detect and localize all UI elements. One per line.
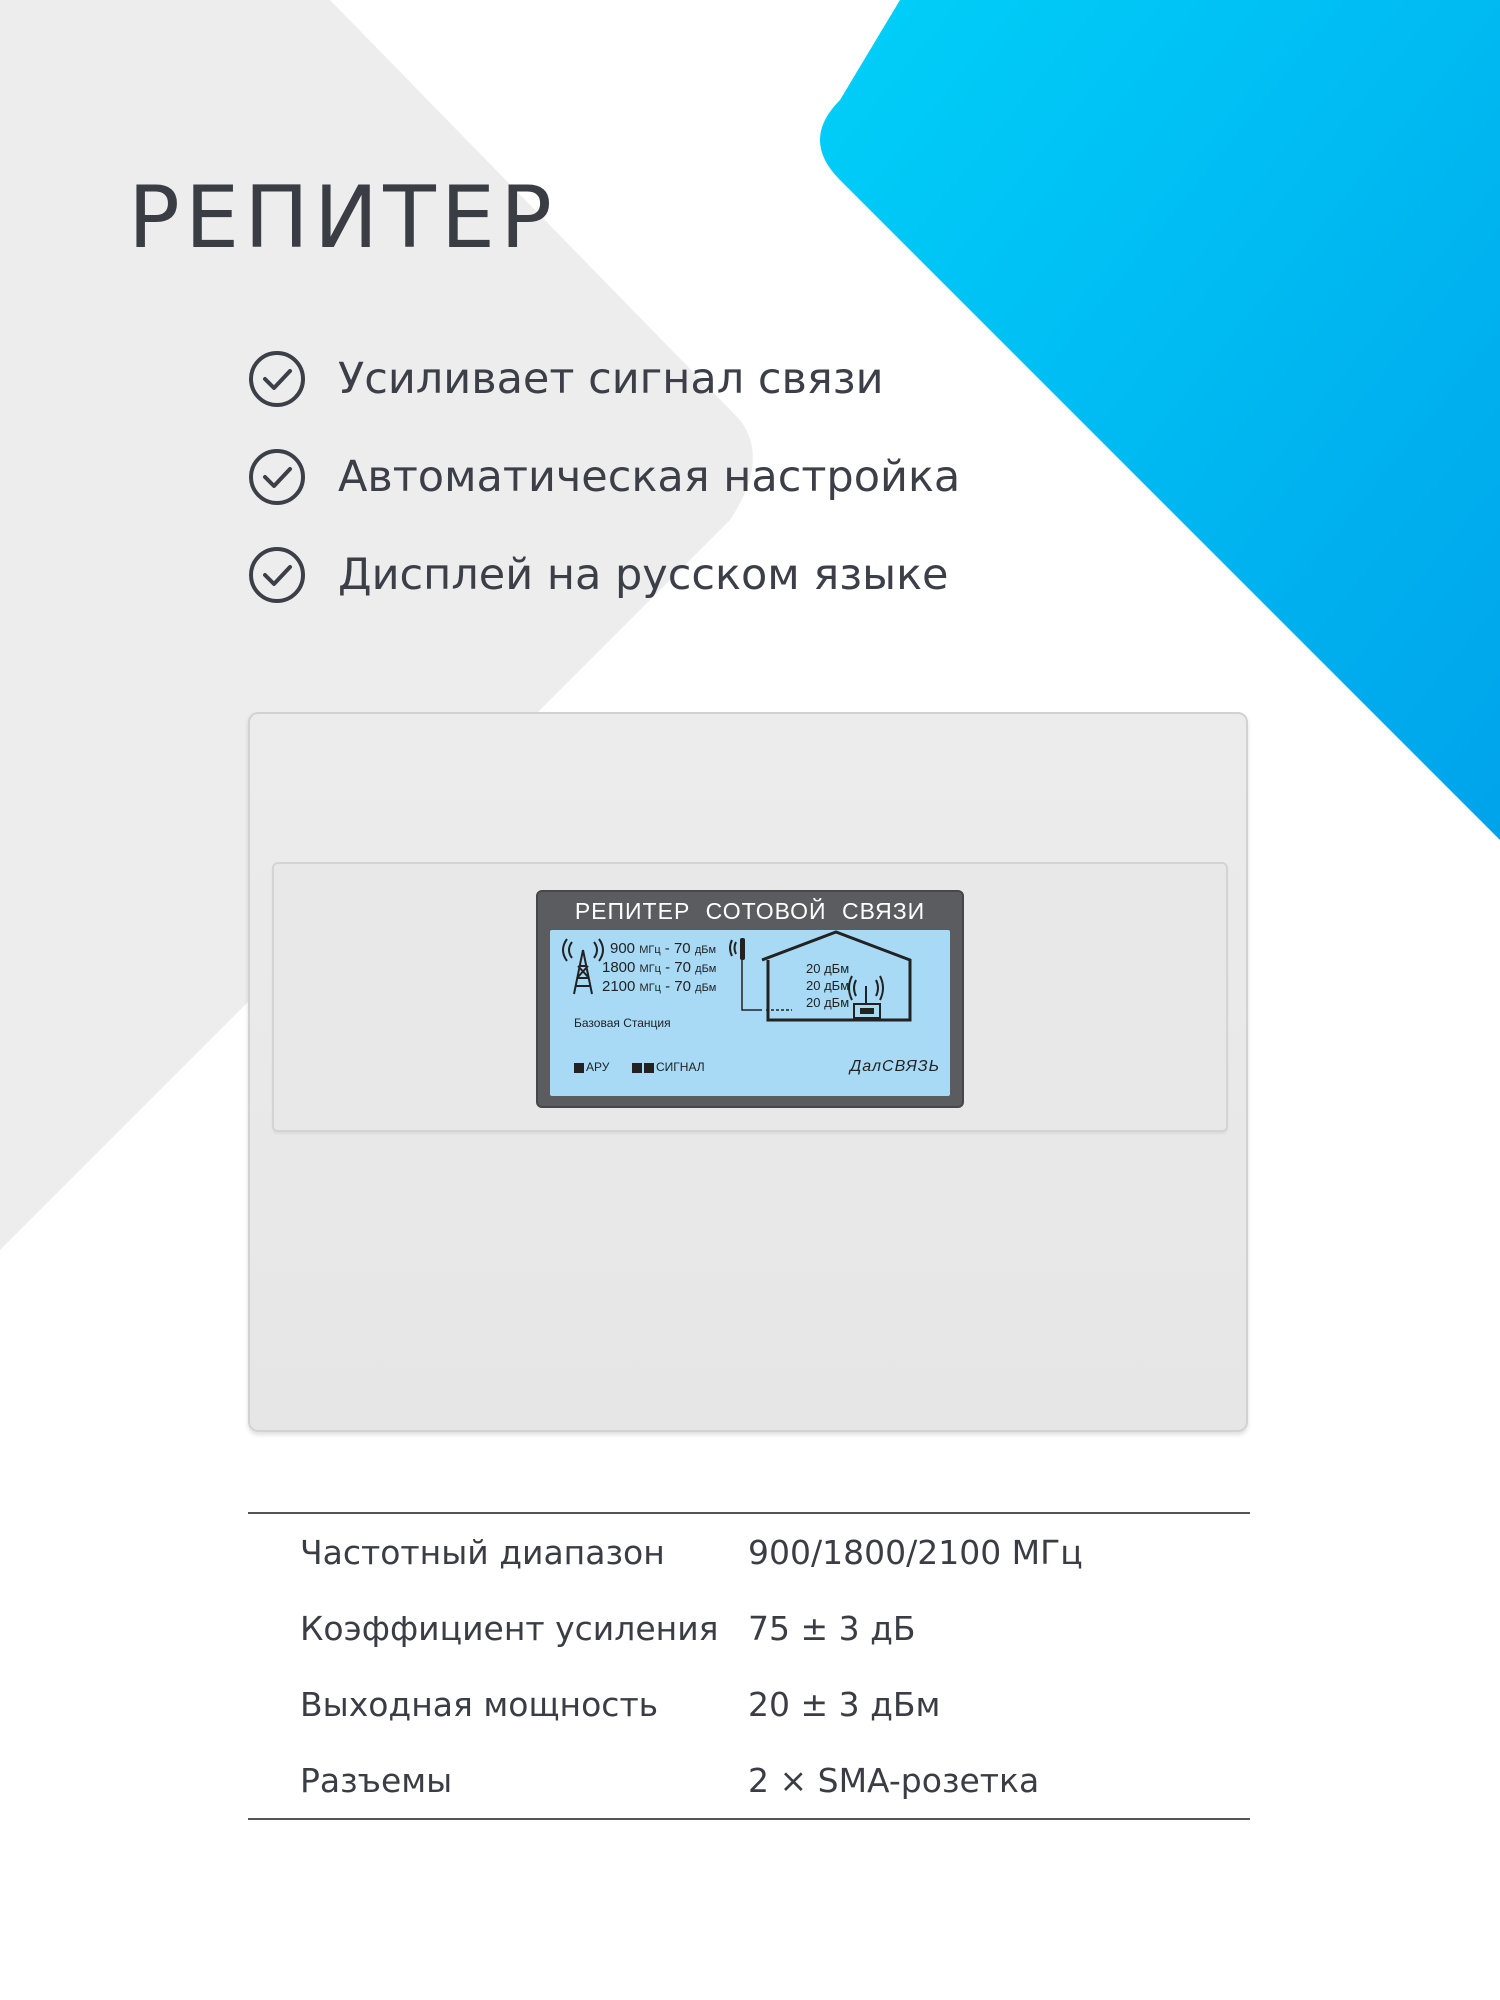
check-circle-icon (248, 546, 306, 604)
spec-value: 2 × SMA-розетка (748, 1760, 1040, 1800)
band-level: - 70 (665, 978, 691, 995)
output-level: 20 дБм (806, 978, 850, 993)
lcd-screen (550, 930, 950, 1096)
spec-value: 75 ± 3 дБ (748, 1608, 916, 1648)
feature-text: Усиливает сигнал связи (338, 354, 884, 404)
output-levels (806, 960, 849, 1011)
display-bezel (536, 890, 964, 1108)
band-row (602, 978, 716, 995)
spec-row (248, 1742, 1250, 1818)
feature-list (248, 330, 960, 624)
cell-tower-icon (558, 936, 608, 998)
signal-label: СИГНАЛ (656, 1060, 705, 1074)
agc-label: АРУ (586, 1060, 610, 1074)
band-dbm: дБм (695, 982, 717, 994)
spec-row (248, 1514, 1250, 1590)
spec-row (248, 1666, 1250, 1742)
repeater-device (248, 712, 1248, 1432)
feature-item (248, 330, 960, 428)
band-freq: 900 (610, 940, 636, 957)
signal-indicator (632, 1060, 705, 1074)
spec-value: 20 ± 3 дБм (748, 1684, 941, 1724)
spec-name: Частотный диапазон (300, 1532, 665, 1572)
spec-name: Коэффициент усиления (300, 1608, 719, 1648)
agc-box-icon (574, 1063, 584, 1073)
brand-logo: ДалСВЯЗЬ (850, 1058, 941, 1075)
check-circle-icon (248, 350, 306, 408)
band-freq: 1800 (602, 959, 636, 976)
band-dbm: дБм (695, 963, 717, 975)
output-level: 20 дБм (806, 995, 850, 1010)
feature-text: Автоматическая настройка (338, 452, 961, 502)
band-unit: МГц (639, 944, 661, 956)
band-freq: 2100 (602, 978, 636, 995)
check-circle-icon (248, 448, 306, 506)
signal-box-icon (632, 1063, 642, 1073)
output-level: 20 дБм (806, 961, 850, 976)
band-unit: МГц (639, 963, 661, 975)
specs-table (248, 1512, 1250, 1820)
spec-value: 900/1800/2100 МГц (748, 1532, 1083, 1572)
specs-bottom-divider (248, 1818, 1250, 1820)
band-row (602, 959, 716, 976)
agc-indicator (574, 1060, 609, 1074)
base-station-label: Базовая Станция (574, 1016, 671, 1030)
feature-text: Дисплей на русском языке (338, 550, 949, 600)
band-level: - 70 (664, 940, 691, 957)
display-title: РЕПИТЕР СОТОВОЙ СВЯЗИ (574, 898, 926, 924)
page-title: РЕПИТЕР (128, 168, 557, 268)
spec-row (248, 1590, 1250, 1666)
band-row (610, 940, 716, 957)
feature-item (248, 526, 960, 624)
band-unit: МГц (639, 982, 661, 994)
spec-name: Разъемы (300, 1760, 453, 1800)
feature-item (248, 428, 960, 526)
spec-name: Выходная мощность (300, 1684, 659, 1724)
signal-box-icon (644, 1063, 654, 1073)
band-level: - 70 (665, 959, 691, 976)
band-dbm: дБм (694, 944, 717, 956)
